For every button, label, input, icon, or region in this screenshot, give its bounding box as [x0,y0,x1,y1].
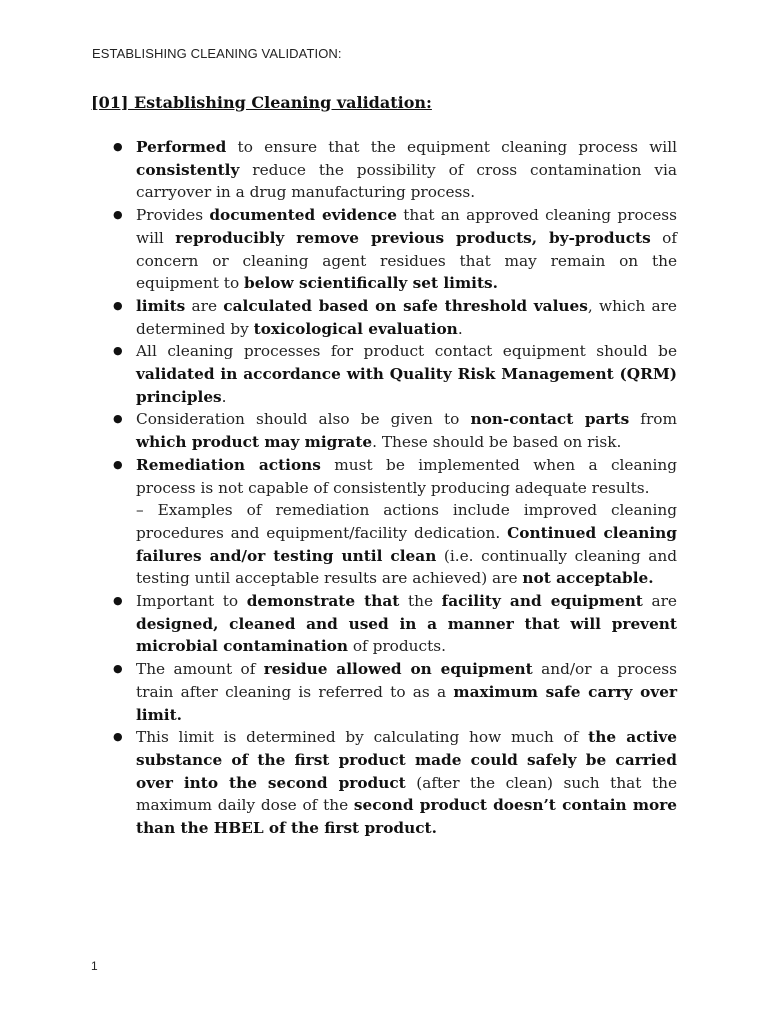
bold-text-run: facility and equipment [441,592,643,611]
bullet-item [113,658,678,726]
bold-text-run: which product may migrate [136,433,373,452]
text-run: , which are determined by [136,296,677,338]
bold-text-run: below scientifically set limits. [244,274,498,293]
text-run: the [399,592,442,611]
bullet-item [113,590,677,658]
text-run: . [221,387,227,406]
bold-text-run: designed, cleaned and used in a manner that will prevent microbial contamination [136,614,677,656]
text-run: are [642,592,677,611]
bullet-dot-icon: ● [113,662,123,676]
bullet-dot-icon: ● [113,298,123,312]
bold-text-run: demonstrate that [246,592,400,611]
bullet-dot-icon: ● [113,140,123,153]
bold-text-run: not acceptable. [522,569,654,588]
bold-text-run: the active substance of the first product made could safely be carried over into the second product [136,728,678,792]
text-run: Provides [136,206,210,225]
bullet-item [113,340,677,408]
text-run: must be implemented when a cleaning process is not capable of consistently producing adequate results. [136,455,677,497]
bullet-list [0,136,768,840]
bullet-item [113,204,678,295]
bold-text-run: maximum safe carry over limit. [136,682,678,724]
text-run: (after the clean) such that the maximum daily dose of the [136,773,677,815]
text-run: are [185,296,224,315]
bullet-item [113,726,678,840]
bullet-dot-icon: ● [113,412,123,426]
bold-text-run: reproducibly remove previous products, by-products [175,228,651,247]
bold-text-run: non-contact parts [470,410,630,429]
text-run: of products. [347,637,446,656]
text-run: . [457,319,463,338]
bold-text-run: Continued cleaning failures and/or testing until clean [136,523,677,565]
text-run: The amount of [136,660,264,679]
text-run: (i.e. continually cleaning and testing until acceptable results are achieved) are [136,546,677,588]
bold-text-run: calculated based on safe threshold values [223,296,588,315]
text-run: reduce the possibility of cross contamination via carryover in a drug manufacturing process. [136,160,677,202]
section-heading: [01] Establishing Cleaning validation: [91,93,432,112]
text-run: All cleaning processes for product contact equipment should be [136,342,677,361]
text-run: Consideration should also be given to [136,410,471,429]
text-run: of concern or cleaning agent residues that may remain on the equipment to [136,228,678,293]
text-run: – Examples of remediation actions include improved cleaning procedures and equipment/facility dedication. [136,501,677,542]
bullet-item [113,454,677,590]
running-header: ESTABLISHING CLEANING VALIDATION: [92,46,342,61]
bold-text-run: Performed [136,138,227,156]
bullet-dot-icon: ● [113,208,123,222]
bold-text-run: toxicological evaluation [253,319,458,338]
text-run: Important to [136,592,247,611]
bullet-item [113,136,677,204]
bold-text-run: second product doesn’t contain more than the HBEL of the first product. [136,796,678,838]
bullet-item [113,408,677,453]
bold-text-run: residue allowed on equipment [263,660,533,679]
bullet-item [113,295,677,340]
text-run: This limit is determined by calculating how much of [136,728,589,747]
bold-text-run: documented evidence [209,206,397,225]
bold-text-run: Remediation actions [136,455,321,474]
bold-text-run: validated in accordance with Quality Risk Management (QRM) principles [136,365,677,406]
bold-text-run: limits [136,296,186,315]
bullet-dot-icon: ● [113,344,123,358]
text-run: that an approved cleaning process will [136,206,677,247]
bullet-dot-icon: ● [113,730,123,744]
text-run: from [629,410,677,429]
page-number: 1 [91,959,98,973]
text-run: to ensure that the equipment cleaning process will [226,138,677,156]
text-run: and/or a process train after cleaning is referred to as a [136,660,677,701]
bold-text-run: consistently [136,160,240,179]
text-run: . These should be based on risk. [372,433,622,452]
bullet-dot-icon: ● [113,457,123,471]
bullet-dot-icon: ● [113,594,123,608]
